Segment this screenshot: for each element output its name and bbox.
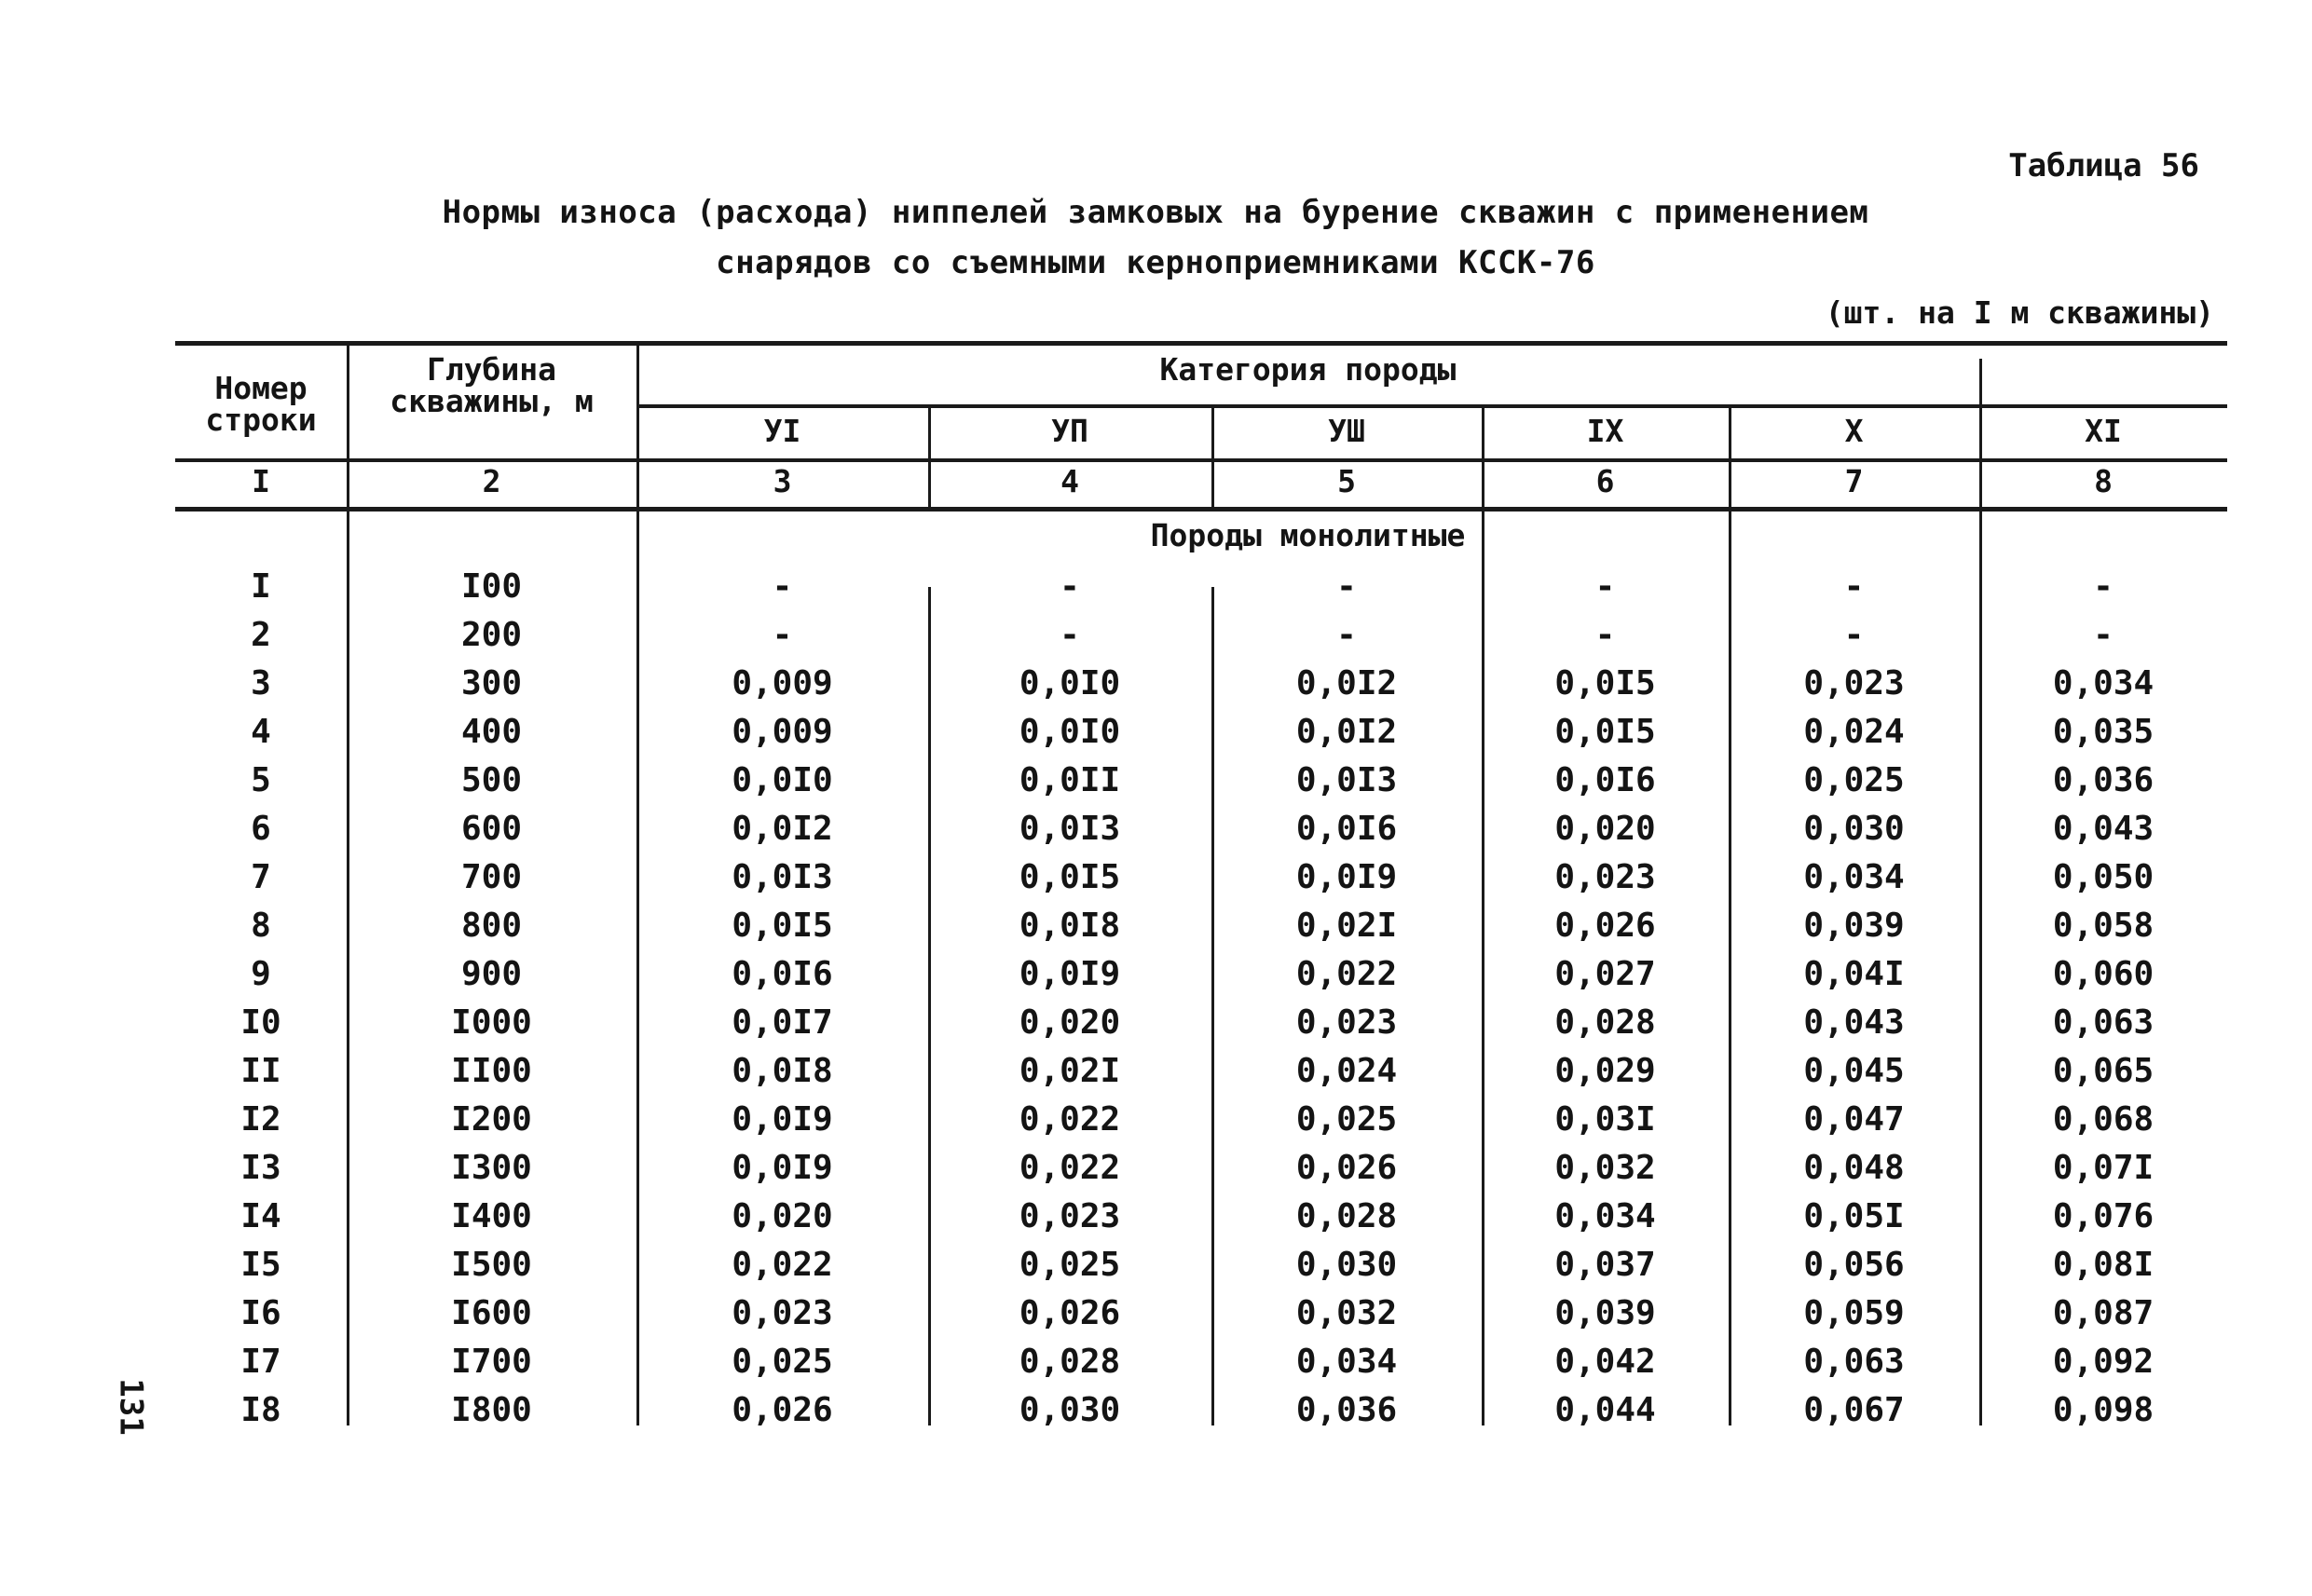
norm-value: 0,029: [1554, 1052, 1656, 1090]
norm-value: 0,0I8: [732, 1052, 833, 1090]
depth-value: I600: [451, 1294, 532, 1332]
row-number: II: [240, 1052, 281, 1090]
column-number: I: [252, 463, 270, 499]
norm-value: 0,025: [732, 1343, 833, 1381]
norm-value: -: [1336, 567, 1357, 606]
norm-value: 0,063: [2052, 1003, 2155, 1042]
norm-value: 0,0I0: [1019, 664, 1121, 703]
depth-value: I400: [451, 1197, 532, 1235]
norm-value: 0,034: [1295, 1343, 1398, 1381]
norm-value: 0,026: [732, 1391, 833, 1429]
norm-value: 0,030: [1295, 1246, 1398, 1284]
norm-value: 0,08I: [2052, 1246, 2155, 1284]
column-number: 8: [2094, 463, 2113, 499]
norm-value: 0,0I6: [1295, 810, 1398, 848]
column-number: 5: [1337, 463, 1356, 499]
norm-value: 0,07I: [2052, 1149, 2155, 1187]
norm-value: 0,024: [1803, 713, 1905, 751]
norm-value: 0,056: [1803, 1246, 1905, 1284]
norm-value: -: [1594, 616, 1616, 654]
norm-value: -: [1060, 616, 1080, 654]
norm-value: 0,0I6: [1554, 761, 1656, 799]
category-rule: [636, 404, 2227, 408]
norm-value: 0,026: [1554, 907, 1656, 945]
depth-value: 800: [460, 907, 523, 945]
row-number: I0: [240, 1003, 281, 1042]
depth-value: I500: [451, 1246, 532, 1284]
depth-value: I800: [451, 1391, 532, 1429]
norm-value: 0,045: [1803, 1052, 1905, 1090]
depth-value: 900: [460, 955, 523, 993]
norm-value: 0,023: [1803, 664, 1905, 703]
norm-value: 0,02I: [1019, 1052, 1121, 1090]
norm-value: 0,068: [2052, 1100, 2155, 1139]
norm-value: 0,0I0: [1019, 713, 1121, 751]
norm-value: 0,048: [1803, 1149, 1905, 1187]
norm-value: 0,039: [1803, 907, 1905, 945]
norm-value: 0,022: [1019, 1149, 1121, 1187]
depth-value: I700: [451, 1343, 532, 1381]
depth-value: 300: [460, 664, 523, 703]
norm-value: 0,050: [2052, 858, 2155, 896]
row-number: I6: [240, 1294, 281, 1332]
norm-value: 0,022: [732, 1246, 833, 1284]
norm-value: -: [1336, 616, 1357, 654]
norm-value: 0,065: [2052, 1052, 2155, 1090]
row-number: I5: [240, 1246, 281, 1284]
norm-value: -: [1843, 616, 1865, 654]
norm-value: 0,076: [2052, 1197, 2155, 1235]
norm-value: 0,023: [1295, 1003, 1398, 1042]
norm-value: 0,025: [1803, 761, 1905, 799]
norm-value: 0,022: [1295, 955, 1398, 993]
norm-value: 0,0I5: [1554, 664, 1656, 703]
norm-value: 0,0I5: [732, 907, 833, 945]
table-top-rule: [175, 341, 2227, 346]
row-number: I: [251, 567, 271, 606]
column-number: 3: [773, 463, 792, 499]
norm-value: 0,028: [1019, 1343, 1121, 1381]
norm-value: 0,009: [732, 664, 833, 703]
table-title-line-1: Нормы износа (расхода) ниппелей замковых на бурение скважин с применением: [442, 194, 1869, 231]
depth-value: 700: [460, 858, 523, 896]
norm-value: 0,028: [1554, 1003, 1656, 1042]
norm-value: 0,026: [1295, 1149, 1398, 1187]
norm-value: 0,0I3: [1295, 761, 1398, 799]
norm-value: 0,0I9: [1019, 955, 1121, 993]
norm-value: 0,042: [1554, 1343, 1656, 1381]
row-number: 5: [251, 761, 271, 799]
norm-value: 0,044: [1554, 1391, 1656, 1429]
depth-value: I00: [460, 567, 523, 606]
category-header: X: [1844, 413, 1864, 449]
column-numbers-rule: [175, 507, 2227, 512]
norm-value: 0,060: [2052, 955, 2155, 993]
norm-value: 0,022: [1019, 1100, 1121, 1139]
norm-value: 0,0I3: [1019, 810, 1121, 848]
norm-value: 0,024: [1295, 1052, 1398, 1090]
norm-value: -: [772, 567, 793, 606]
page-number: 131: [112, 1378, 150, 1436]
norm-value: 0,035: [2052, 713, 2155, 751]
section-title: Породы монолитные: [1150, 517, 1466, 553]
norm-value: 0,0II: [1019, 761, 1121, 799]
norm-value: 0,023: [1554, 858, 1656, 896]
row-number: 4: [251, 713, 271, 751]
category-header: УШ: [1328, 413, 1365, 449]
depth-value: 600: [460, 810, 523, 848]
norm-value: 0,087: [2052, 1294, 2155, 1332]
norm-value: 0,037: [1554, 1246, 1656, 1284]
norm-value: 0,098: [2052, 1391, 2155, 1429]
norm-value: -: [2093, 616, 2114, 654]
row-number: 8: [251, 907, 271, 945]
norm-value: 0,047: [1803, 1100, 1905, 1139]
norm-value: 0,025: [1295, 1100, 1398, 1139]
norm-value: 0,0I8: [1019, 907, 1121, 945]
norm-value: 0,036: [2052, 761, 2155, 799]
norm-value: 0,020: [732, 1197, 833, 1235]
norm-value: 0,032: [1295, 1294, 1398, 1332]
norm-value: -: [2093, 567, 2114, 606]
row-number: I4: [240, 1197, 281, 1235]
norm-value: 0,059: [1803, 1294, 1905, 1332]
row-number: I7: [240, 1343, 281, 1381]
norm-value: 0,020: [1019, 1003, 1121, 1042]
norm-value: 0,039: [1554, 1294, 1656, 1332]
category-header: УП: [1051, 413, 1088, 449]
table-label: Таблица 56: [2008, 147, 2199, 184]
norm-value: 0,036: [1295, 1391, 1398, 1429]
depth-value: 400: [460, 713, 523, 751]
norm-value: 0,0I3: [732, 858, 833, 896]
norm-value: 0,034: [2052, 664, 2155, 703]
norm-value: 0,0I9: [1295, 858, 1398, 896]
norm-value: 0,067: [1803, 1391, 1905, 1429]
norm-value: 0,0I2: [732, 810, 833, 848]
row-number: 9: [251, 955, 271, 993]
norm-value: 0,023: [1019, 1197, 1121, 1235]
norm-value: 0,025: [1019, 1246, 1121, 1284]
norm-value: 0,034: [1803, 858, 1905, 896]
norm-value: 0,043: [2052, 810, 2155, 848]
norm-value: 0,027: [1554, 955, 1656, 993]
table-title-line-2: снарядов со съемными керноприемниками КССК-76: [716, 244, 1595, 281]
norm-value: 0,023: [732, 1294, 833, 1332]
column-number: 6: [1595, 463, 1615, 499]
units-note: (шт. на I м скважины): [1825, 294, 2214, 331]
depth-value: II00: [451, 1052, 532, 1090]
norm-value: 0,03I: [1554, 1100, 1656, 1139]
norm-value: 0,030: [1803, 810, 1905, 848]
norm-value: 0,02I: [1295, 907, 1398, 945]
category-header: IX: [1586, 413, 1624, 449]
norm-value: 0,0I5: [1554, 713, 1656, 751]
norm-value: 0,058: [2052, 907, 2155, 945]
norm-value: 0,028: [1295, 1197, 1398, 1235]
column-number: 2: [482, 463, 501, 499]
norm-value: 0,04I: [1803, 955, 1905, 993]
norm-value: -: [1060, 567, 1080, 606]
norm-value: -: [772, 616, 793, 654]
norm-value: 0,0I9: [732, 1149, 833, 1187]
header-depth: Глубина скважины, м: [390, 351, 594, 419]
row-number: 2: [251, 616, 271, 654]
column-number: 4: [1060, 463, 1079, 499]
norm-value: 0,0I5: [1019, 858, 1121, 896]
norm-value: 0,009: [732, 713, 833, 751]
row-number: 6: [251, 810, 271, 848]
norm-value: 0,05I: [1803, 1197, 1905, 1235]
depth-value: 200: [460, 616, 523, 654]
row-number: I2: [240, 1100, 281, 1139]
norm-value: 0,026: [1019, 1294, 1121, 1332]
header-bottom-rule: [175, 458, 2227, 462]
category-header: УI: [763, 413, 801, 449]
depth-value: 500: [460, 761, 523, 799]
depth-value: I200: [451, 1100, 532, 1139]
column-number: 7: [1844, 463, 1864, 499]
row-number: 7: [251, 858, 271, 896]
depth-value: I300: [451, 1149, 532, 1187]
row-number: I3: [240, 1149, 281, 1187]
norm-value: 0,043: [1803, 1003, 1905, 1042]
header-row-number: Номер строки: [205, 370, 317, 438]
norm-value: -: [1594, 567, 1616, 606]
norm-value: 0,0I2: [1295, 713, 1398, 751]
norm-value: 0,020: [1554, 810, 1656, 848]
norm-value: 0,092: [2052, 1343, 2155, 1381]
row-number: I8: [240, 1391, 281, 1429]
row-number: 3: [251, 664, 271, 703]
norm-value: 0,0I7: [732, 1003, 833, 1042]
norm-value: 0,063: [1803, 1343, 1905, 1381]
norm-value: 0,0I9: [732, 1100, 833, 1139]
norm-value: 0,0I6: [732, 955, 833, 993]
depth-value: I000: [451, 1003, 532, 1042]
norm-value: 0,0I0: [732, 761, 833, 799]
header-rock-category: Категория породы: [1159, 351, 1457, 388]
norm-value: 0,0I2: [1295, 664, 1398, 703]
norm-value: -: [1843, 567, 1865, 606]
norm-value: 0,030: [1019, 1391, 1121, 1429]
norm-value: 0,034: [1554, 1197, 1656, 1235]
norm-value: 0,032: [1554, 1149, 1656, 1187]
category-header: XI: [2085, 413, 2122, 449]
